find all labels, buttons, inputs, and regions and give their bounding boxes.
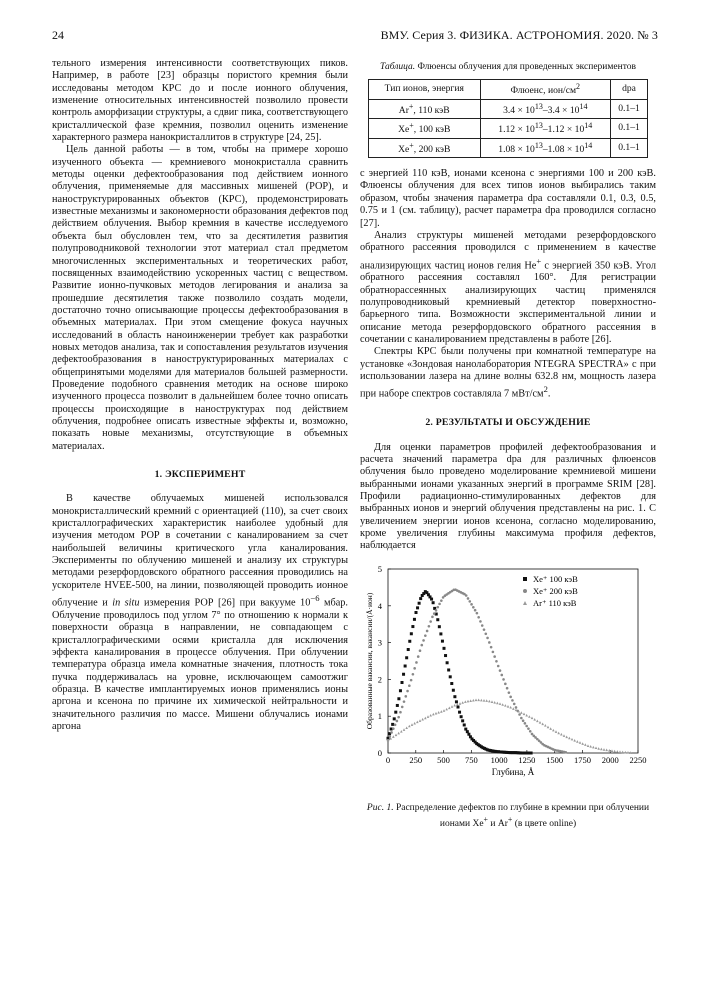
data-point xyxy=(522,719,525,722)
data-point xyxy=(544,724,547,727)
data-point xyxy=(576,740,579,743)
y-tick-label: 2 xyxy=(377,673,382,684)
data-point xyxy=(571,737,574,740)
data-point xyxy=(452,688,455,691)
table-cell-fluence: $1.08 \times 10^{13}-1.08 \times 10^{14}$ xyxy=(480,138,611,158)
data-point xyxy=(513,702,516,705)
data-point xyxy=(474,609,477,612)
data-point xyxy=(557,731,560,734)
data-point xyxy=(563,734,566,737)
data-point xyxy=(405,726,408,729)
data-point xyxy=(486,636,489,639)
data-point xyxy=(461,701,464,704)
data-point xyxy=(422,639,425,642)
table-row xyxy=(369,99,648,119)
data-point xyxy=(399,711,402,714)
paragraph-1: тельного измерения интенсивности соответствующих пиков. Например, в работе [23] образцы пористого кремния были исследованы методом КРС до и после ионного облучения, изменение относительных интенсивностей позволило провести контроль аморфизации структуры, а сдвиг пика, соответствующего кристаллической фазе кремния, позволил оценить изменение характерного размера нанокристаллитов в структуре [24, 25]. xyxy=(52,58,348,144)
data-point xyxy=(616,750,619,753)
data-point xyxy=(436,618,439,621)
fluence-table xyxy=(368,79,648,158)
data-point xyxy=(419,719,422,722)
legend-label: Xe⁺ 100 кэВ xyxy=(533,573,578,584)
table-caption: Таблица. Флюенсы облучения для проведенных экспериментов xyxy=(380,62,636,72)
data-point xyxy=(589,745,592,748)
y-axis-label: Образованные вакансии, вакансии/(Å·ион) xyxy=(365,592,374,729)
data-point xyxy=(430,597,433,600)
data-point xyxy=(450,682,453,685)
data-point xyxy=(403,728,406,731)
paragraph-3: В качестве облучаемых мишеней использовался монокристаллический кремний с ориентацией (110), за счет своих кристаллографических характеристик наиболее удобный для изучения методом РОР в сочетании с каналированием за счет наибольшей величины критического угла каналирования. Эксперименты по облучению мишеней и анализу их структуры методами резерфордовского обратного рассеяния проводились на ускорителе HVEE-500, на линии, позволяющей проводить ионное облучение и in situ измерения РОР [26] при вакууме $10^{-6}$ мбар. Облучение проводилось под углом 7° по отношению к нормали к поверхности образца в направлении, не совпадающем с кристаллографическими осями кристалла для исключения эффекта каналирования в процессе облучения. При облучении температура образца имела комнатные значения, плотность тока пучка поддерживалась на уровне, исключающем самоотжиг образца. В качестве имплантируемых ионов применялись ионы аргона и ксенона по причине их химической нейтральности и значительного различия по массе. Мишени облучались ионами аргона xyxy=(52,493,349,732)
x-tick-label: 2000 xyxy=(601,754,619,765)
data-point xyxy=(509,695,512,698)
data-point xyxy=(481,624,484,627)
data-point xyxy=(410,678,413,681)
data-point xyxy=(483,628,486,631)
data-point xyxy=(552,728,555,731)
table-cell-dpa: 0.1–1 xyxy=(611,99,648,119)
data-point xyxy=(515,708,518,711)
data-point xyxy=(417,655,420,658)
data-point xyxy=(515,706,518,709)
data-point xyxy=(506,687,509,690)
data-point xyxy=(493,701,496,704)
y-tick-label: 5 xyxy=(377,563,382,574)
data-point xyxy=(629,751,632,754)
data-point xyxy=(520,711,523,714)
data-point xyxy=(410,632,413,635)
data-point xyxy=(438,625,441,628)
data-point xyxy=(440,599,443,602)
data-point xyxy=(464,727,467,730)
data-point xyxy=(407,648,410,651)
data-point xyxy=(483,699,486,702)
data-point xyxy=(496,701,499,704)
data-point xyxy=(568,736,571,739)
paragraph-7: Для оценки параметров профилей дефектообразования и расчета значений параметра dpa для различных флюенсов облучения было проведено моделирование кремниевой мишени выбранными ионами указанных энергий в программе SRIM [28]. Профили радиационно-стимулированных дефектов для выбранных ионов и энергий облучения представлены на рис. 1. С увеличением энергии ионов ксенона, согласно моделированию, кроме увеличения глубины максимума профиля дефектов, наблюдается xyxy=(360,441,656,552)
data-point xyxy=(445,707,448,710)
data-point xyxy=(448,706,451,709)
data-point xyxy=(396,719,399,722)
data-point xyxy=(470,603,473,606)
data-point xyxy=(444,654,447,657)
paragraph-6: Спектры КРС были получены при комнатной температуре на установке «Зондовая нанолаборатория NTEGRA SPECTRA» с при использовании лазера на длине волны 632.8 нм, мощность лазера при наборе спектров составляла 7 мВт/$см^2$. xyxy=(360,346,656,400)
data-point xyxy=(507,705,510,708)
data-point xyxy=(403,700,406,703)
data-point xyxy=(480,698,483,701)
data-point xyxy=(547,725,550,728)
data-point xyxy=(499,669,502,672)
data-point xyxy=(477,616,480,619)
data-point xyxy=(523,712,526,715)
data-point xyxy=(525,724,528,727)
figure-caption: Рис. 1. Распределение дефектов по глубине в кремнии при облучении ионами Xe+ и Ar+ (в цвете online) xyxy=(366,802,650,830)
data-point xyxy=(613,749,616,752)
plot-frame xyxy=(388,569,638,753)
data-point xyxy=(428,625,431,628)
legend-label: Xe⁺ 200 кэВ xyxy=(533,585,578,596)
data-point xyxy=(429,714,432,717)
data-point xyxy=(411,723,414,726)
y-tick-label: 4 xyxy=(377,600,382,611)
data-point xyxy=(504,704,507,707)
data-point xyxy=(427,715,430,718)
data-point xyxy=(399,689,402,692)
data-point xyxy=(511,699,514,702)
defect-depth-chart xyxy=(360,561,656,797)
data-point xyxy=(438,602,441,605)
data-point xyxy=(446,661,449,664)
data-point xyxy=(467,597,470,600)
data-point xyxy=(453,695,456,698)
table-cell-dpa: 0.1–1 xyxy=(611,119,648,139)
data-point xyxy=(436,605,439,608)
data-point xyxy=(502,678,505,681)
data-point xyxy=(528,715,531,718)
data-point xyxy=(464,700,467,703)
data-point xyxy=(524,722,527,725)
data-point xyxy=(392,735,395,738)
y-tick-label: 0 xyxy=(377,747,382,758)
data-point xyxy=(488,641,491,644)
data-point xyxy=(424,716,427,719)
page-header xyxy=(52,28,658,44)
data-point xyxy=(463,723,466,726)
data-point xyxy=(413,667,416,670)
data-point xyxy=(603,748,606,751)
data-point xyxy=(497,664,500,667)
data-point xyxy=(472,699,475,702)
data-point xyxy=(504,682,507,685)
data-point xyxy=(579,741,582,744)
data-point xyxy=(413,721,416,724)
table-cell-fluence: $3.4 \times 10^{13}-3.4 \times 10^{14}$ xyxy=(480,99,611,119)
table-header: dpa xyxy=(611,80,648,100)
journal-title: ВМУ. Серия 3. ФИЗИКА. АСТРОНОМИЯ. 2020. № 3 xyxy=(380,28,658,42)
data-point xyxy=(459,702,462,705)
data-point xyxy=(429,620,432,623)
data-point xyxy=(421,718,424,721)
legend-marker xyxy=(523,589,527,593)
paragraph-5: Анализ структуры мишеней методами резерфордовского обратного рассеяния проводился с применением в качестве анализирующих частиц ионов гелия He+ с энергией 350 кэВ. Угол обратного рассеяния составлял 160°. Для регистрации обратнорассеянных анализирующих частиц применялся полупроводниковый кремниевый детектор поверхностно-барьерного типа. Возможности экспериментальной линии и описание метода резерфордовского обратного рассеяния в сочетании с каналированием представлены в работе [26]. xyxy=(360,229,656,346)
table-header: Флюенс, ион/$см^2$ xyxy=(480,80,611,100)
data-point xyxy=(416,606,419,609)
data-point xyxy=(391,722,394,725)
data-point xyxy=(460,715,463,718)
data-point xyxy=(595,746,598,749)
data-point xyxy=(492,650,495,653)
data-point xyxy=(393,717,396,720)
data-point xyxy=(457,705,460,708)
data-point xyxy=(413,617,416,620)
data-point xyxy=(397,697,400,700)
data-point xyxy=(501,703,504,706)
data-point xyxy=(415,611,418,614)
data-point xyxy=(520,716,523,719)
data-point xyxy=(495,660,498,663)
data-point xyxy=(412,673,415,676)
data-point xyxy=(431,615,434,618)
data-point xyxy=(529,730,532,733)
data-point xyxy=(560,733,563,736)
legend-marker xyxy=(523,577,527,581)
data-point xyxy=(467,699,470,702)
data-point xyxy=(573,739,576,742)
data-point xyxy=(416,720,419,723)
page-number: 24 xyxy=(52,28,64,42)
figure-1 xyxy=(360,561,656,797)
data-point xyxy=(624,750,627,753)
data-point xyxy=(564,751,567,754)
paragraph-2: Цель данной работы — в том, чтобы на примере хорошо изученного объекта — кремниевого монокристалла сравнить методы оценки дефектообразования под действием ионного облучения, применяемые для массивных мишеней (РОР), и наноструктурированных объектов (КРС), продемонстрировать известные механизмы и закономерности образования дефектов под действием облучения. Выбор кремния в качестве исследуемого объекта был обусловлен тем, что за десятилетия развития полупроводниковой технологии этот материал стал предметом многочисленных экспериментальных и теоретических работ, посвященных взаимодействию ускоренных частиц с веществом. Развитие ионно-пучковых методов легирования и анализа за прошедшие десятилетия также позволило создать модели, достаточно точно описывающие процессы дефектообразования в объемных материалах. При этом смещение фокуса научных исследований в область наноинженерии требует как разработки новых методов анализа, так и сопоставления результатов изучения дефектообразования в наноструктурированных материалах с общепринятыми моделями для материалов большей размерности. Проведение подобного сравнения методик на основе широко изученного процесса позволит в дальнейшем более точно описать процессы происходящие в наноструктурах под действием облучения, подробнее описать известные эффекты и, возможно, показать новые механизмы, отсутствующие в объемных материалах. xyxy=(52,144,348,452)
data-point xyxy=(475,698,478,701)
data-point xyxy=(468,600,471,603)
data-point xyxy=(605,748,608,751)
table-cell-ion: Ar+, 110 кэВ xyxy=(369,99,481,119)
x-tick-label: 1500 xyxy=(546,754,564,765)
data-point xyxy=(493,655,496,658)
data-point xyxy=(531,732,534,735)
data-point xyxy=(402,672,405,675)
data-point xyxy=(397,715,400,718)
data-point xyxy=(485,699,488,702)
data-point xyxy=(491,700,494,703)
data-point xyxy=(490,645,493,648)
data-point xyxy=(549,727,552,730)
y-tick-label: 3 xyxy=(377,637,382,648)
data-point xyxy=(531,716,534,719)
data-point xyxy=(472,606,475,609)
data-point xyxy=(397,731,400,734)
data-point xyxy=(415,661,418,664)
data-point xyxy=(432,712,435,715)
data-point xyxy=(401,681,404,684)
data-point xyxy=(419,649,422,652)
data-point xyxy=(390,731,393,734)
data-point xyxy=(539,721,542,724)
table-row xyxy=(369,138,648,158)
data-point xyxy=(508,691,511,694)
data-point xyxy=(443,646,446,649)
data-point xyxy=(461,719,464,722)
data-point xyxy=(488,699,491,702)
data-point xyxy=(408,684,411,687)
section-heading-experiment: 1. ЭКСПЕРИМЕНТ xyxy=(154,469,246,480)
data-point xyxy=(597,747,600,750)
data-point xyxy=(484,632,487,635)
data-point xyxy=(455,700,458,703)
x-tick-label: 750 xyxy=(464,754,478,765)
data-point xyxy=(437,711,440,714)
data-point xyxy=(466,730,469,733)
data-point xyxy=(469,699,472,702)
data-point xyxy=(420,643,423,646)
data-point xyxy=(479,620,482,623)
data-point xyxy=(509,706,512,709)
data-point xyxy=(477,698,480,701)
left-column xyxy=(52,58,348,733)
data-point xyxy=(400,730,403,733)
data-point xyxy=(499,702,502,705)
data-point xyxy=(404,695,407,698)
paragraph-4: с энергией 110 кэВ, ионами ксенона с энергиями 100 и 200 кэВ. Флюенсы облучения для всех типов ионов выбирались таким образом, чтобы значения параметра dpa составляли 0.1, 0.3, 0.5, 0.75 и 1 (см. таблицу), расчет параметра dpa проводился согласно [27]. xyxy=(360,168,656,229)
data-point xyxy=(432,601,435,604)
data-point xyxy=(440,710,443,713)
data-point xyxy=(584,743,587,746)
data-point xyxy=(536,719,539,722)
x-tick-label: 250 xyxy=(409,754,423,765)
data-point xyxy=(405,656,408,659)
table-cell-dpa: 0.1–1 xyxy=(611,138,648,158)
data-point xyxy=(565,735,568,738)
data-point xyxy=(447,668,450,671)
table-row xyxy=(369,119,648,139)
data-point xyxy=(592,745,595,748)
table-cell-fluence: $1.12 \times 10^{13}-1.12 \times 10^{14}$ xyxy=(480,119,611,139)
x-tick-label: 1000 xyxy=(490,754,508,765)
data-point xyxy=(587,744,590,747)
x-axis-label: Глубина, Å xyxy=(491,766,535,777)
x-tick-label: 1750 xyxy=(573,754,591,765)
x-tick-label: 0 xyxy=(385,754,391,765)
data-point xyxy=(449,675,452,678)
legend-label: Ar⁺ 110 кэВ xyxy=(533,597,577,608)
data-point xyxy=(453,703,456,706)
data-point xyxy=(433,612,436,615)
data-point xyxy=(406,689,409,692)
data-point xyxy=(408,639,411,642)
data-point xyxy=(435,711,438,714)
data-point xyxy=(525,713,528,716)
data-point xyxy=(500,673,503,676)
data-point xyxy=(426,629,429,632)
data-point xyxy=(439,632,442,635)
data-point xyxy=(395,733,398,736)
data-point xyxy=(467,732,470,735)
data-point xyxy=(627,751,630,754)
table-header-row xyxy=(369,80,648,100)
data-point xyxy=(512,707,515,710)
right-column xyxy=(360,62,656,831)
data-point xyxy=(456,703,459,706)
data-point xyxy=(394,723,397,726)
data-point xyxy=(476,611,479,614)
data-point xyxy=(611,749,614,752)
data-point xyxy=(441,639,444,642)
data-point xyxy=(396,704,399,707)
x-tick-label: 1250 xyxy=(518,754,536,765)
x-tick-label: 500 xyxy=(437,754,450,765)
data-point xyxy=(619,750,622,753)
data-point xyxy=(443,709,446,712)
data-point xyxy=(435,609,438,612)
data-point xyxy=(541,722,544,725)
data-point xyxy=(533,718,536,721)
data-point xyxy=(418,601,421,604)
data-point xyxy=(530,751,533,754)
data-point xyxy=(600,747,603,750)
data-point xyxy=(581,742,584,745)
x-tick-label: 2250 xyxy=(629,754,647,765)
table-header: Тип ионов, энергия xyxy=(369,80,481,100)
data-point xyxy=(458,710,461,713)
data-point xyxy=(527,727,530,730)
data-point xyxy=(408,724,411,727)
table-cell-ion: Xe+, 200 кэВ xyxy=(369,138,481,158)
data-point xyxy=(555,730,558,733)
data-point xyxy=(394,710,397,713)
section-heading-results: 2. РЕЗУЛЬТАТЫ И ОБСУЖДЕНИЕ xyxy=(425,417,591,429)
legend-marker xyxy=(523,601,527,605)
y-tick-label: 1 xyxy=(377,710,382,721)
data-point xyxy=(451,705,454,708)
data-point xyxy=(404,664,407,667)
data-point xyxy=(411,625,414,628)
data-point xyxy=(392,727,395,730)
data-point xyxy=(401,705,404,708)
data-point xyxy=(465,594,468,597)
table-cell-ion: Xe+, 100 кэВ xyxy=(369,119,481,139)
data-point xyxy=(419,597,422,600)
data-point xyxy=(424,634,427,637)
data-point xyxy=(621,750,624,753)
